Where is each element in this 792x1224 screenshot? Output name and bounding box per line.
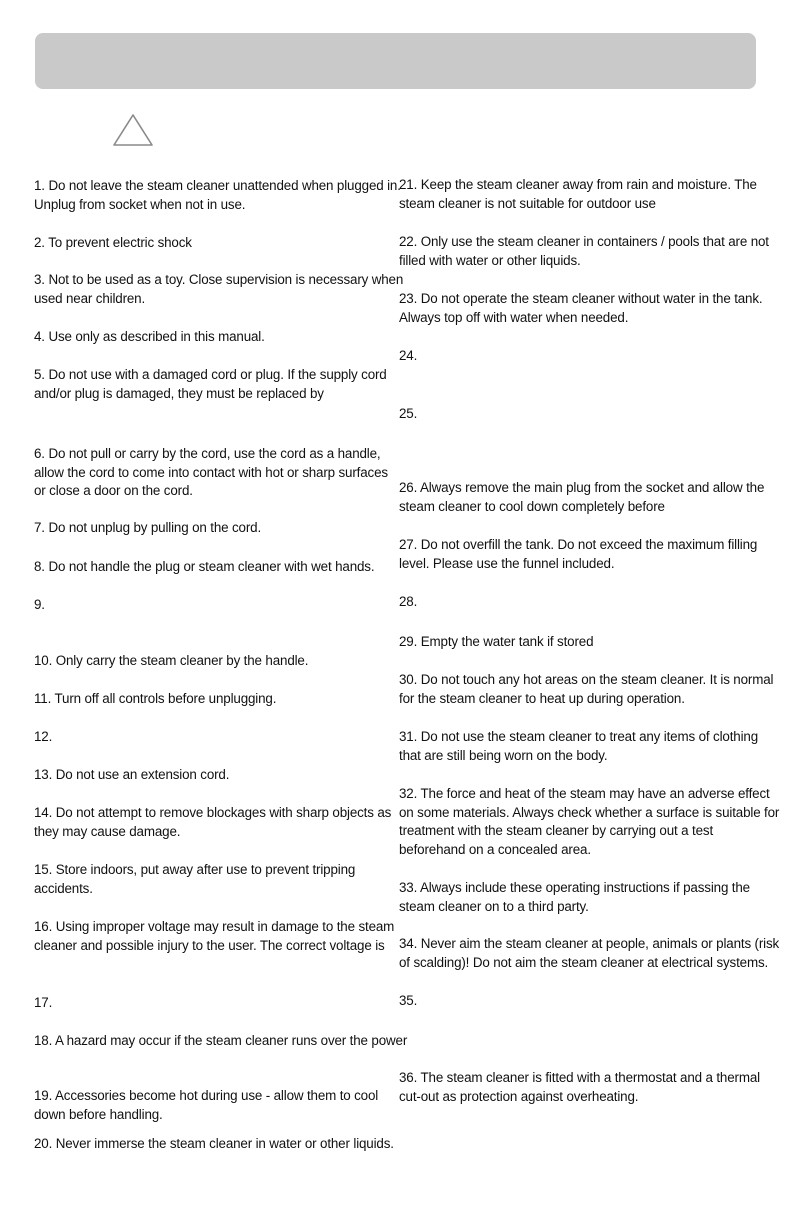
safety-item [34,766,229,785]
safety-item-line: 4. Use only as described in this manual. [34,329,265,344]
safety-item [399,347,417,366]
safety-item-line: allow the cord to come into contact with hot or sharp surfaces [34,464,388,480]
safety-item-line: and/or plug is damaged, they must be replaced by [34,385,324,401]
safety-item [34,328,265,347]
safety-item-line: 19. Accessories become hot during use - allow them to cool [34,1088,379,1103]
safety-item [34,177,401,214]
safety-item-line: 36. The steam cleaner is fitted with a thermostat and a thermal [399,1070,760,1085]
safety-item-line: 10. Only carry the steam cleaner by the handle. [34,653,309,668]
safety-item [399,671,773,708]
safety-item-line: 27. Do not overfill the tank. Do not exceed the maximum filling [399,537,758,552]
safety-item-line: Always top off with water when needed. [399,309,629,325]
safety-item-line: used near children. [34,290,146,306]
safety-item [399,176,757,213]
safety-item-line: or close a door on the cord. [34,483,193,498]
safety-item [34,596,45,615]
safety-item-line: 33. Always include these operating instructions if passing the [399,880,750,895]
safety-item-line: steam cleaner is not suitable for outdoor use [399,195,656,211]
safety-item [399,992,417,1011]
safety-item-line: 7. Do not unplug by pulling on the cord. [34,520,262,535]
safety-item [399,593,417,612]
safety-item [34,445,388,501]
safety-item-line: 16. Using improper voltage may result in damage to the steam [34,919,395,934]
safety-item [34,728,52,747]
safety-item-line: 34. Never aim the steam cleaner at people, animals or plants (risk [399,936,780,951]
safety-item-line: on some materials. Always check whether a surface is suitable for [399,804,780,820]
safety-item-line: of scalding)! Do not aim the steam cleaner at electrical systems. [399,954,769,970]
safety-item [34,271,403,308]
safety-item [34,234,192,253]
safety-item-line: 22. Only use the steam cleaner in containers / pools that are not [399,234,769,249]
safety-item-line: 14. Do not attempt to remove blockages with sharp objects as [34,805,392,820]
safety-item-line: 6. Do not pull or carry by the cord, use the cord as a handle, [34,446,381,461]
header-bar [35,33,756,89]
safety-item [399,879,750,916]
safety-item [399,728,758,765]
safety-item-line: 32. The force and heat of the steam may have an adverse effect [399,786,770,801]
safety-item-line: 8. Do not handle the plug or steam cleaner with wet hands. [34,559,375,574]
safety-item [399,405,417,424]
safety-item-line: filled with water or other liquids. [399,252,581,268]
safety-item-line: level. Please use the funnel included. [399,555,615,571]
safety-item-line: cleaner and possible injury to the user. The correct voltage is [34,937,385,953]
safety-item-line: 17. [34,995,53,1010]
safety-item [399,479,764,516]
safety-item-line: cut-out as protection against overheating. [399,1088,639,1104]
safety-item-line: 35. [399,993,418,1008]
safety-item [399,935,779,972]
safety-item [34,861,355,898]
safety-item-line: 1. Do not leave the steam cleaner unattended when plugged in. [34,178,401,193]
safety-item-line: 18. A hazard may occur if the steam cleaner runs over the power [34,1033,408,1048]
safety-item [34,1087,378,1124]
safety-item [34,918,394,955]
safety-item-line: accidents. [34,880,93,896]
safety-item-line: 26. Always remove the main plug from the socket and allow the [399,480,765,495]
safety-item [399,290,762,327]
safety-item-line: 13. Do not use an extension cord. [34,767,230,782]
safety-item-line: 11. Turn off all controls before unplugging. [34,691,277,706]
safety-item [34,519,261,538]
safety-item-line: down before handling. [34,1106,163,1122]
warning-triangle-icon [112,113,154,147]
safety-item [399,633,593,652]
safety-item-line: 3. Not to be used as a toy. Close supervision is necessary when [34,272,404,287]
safety-item [34,1135,394,1154]
safety-item-line: treatment with the steam cleaner by carrying out a test [399,823,714,838]
safety-item-line: 21. Keep the steam cleaner away from rain and moisture. The [399,177,757,192]
safety-item-line: that are still being worn on the body. [399,747,608,763]
safety-item [399,233,769,270]
safety-item-line: 2. To prevent electric shock [34,235,192,250]
safety-item-line: 9. [34,597,45,612]
safety-item-line: 5. Do not use with a damaged cord or plug. If the supply cord [34,367,387,382]
safety-item-line: for the steam cleaner to heat up during operation. [399,690,685,706]
safety-item [34,690,276,709]
safety-item [34,804,391,841]
safety-item [34,366,387,403]
safety-item-line: 20. Never immerse the steam cleaner in water or other liquids. [34,1136,394,1151]
safety-item-line: steam cleaner to cool down completely before [399,498,665,514]
safety-item-line: 23. Do not operate the steam cleaner without water in the tank. [399,291,763,306]
safety-item [399,536,757,573]
safety-item-line: Unplug from socket when not in use. [34,196,246,212]
safety-item [399,785,779,859]
safety-item [34,558,374,577]
safety-item-line: 29. Empty the water tank if stored [399,634,594,649]
safety-item [34,1032,407,1051]
safety-item-line: 30. Do not touch any hot areas on the steam cleaner. It is normal [399,672,774,687]
safety-item [34,652,308,671]
safety-item [399,1069,760,1106]
safety-item-line: 28. [399,594,418,609]
safety-item-line: 24. [399,348,418,363]
safety-item-line: 15. Store indoors, put away after use to prevent tripping [34,862,356,877]
safety-item-line: beforehand on a concealed area. [399,841,591,857]
safety-item-line: they may cause damage. [34,823,181,839]
safety-item-line: 31. Do not use the steam cleaner to treat any items of clothing [399,729,758,744]
safety-item [34,994,52,1013]
safety-item-line: 25. [399,406,418,421]
safety-item-line: steam cleaner on to a third party. [399,898,589,914]
safety-item-line: 12. [34,729,53,744]
